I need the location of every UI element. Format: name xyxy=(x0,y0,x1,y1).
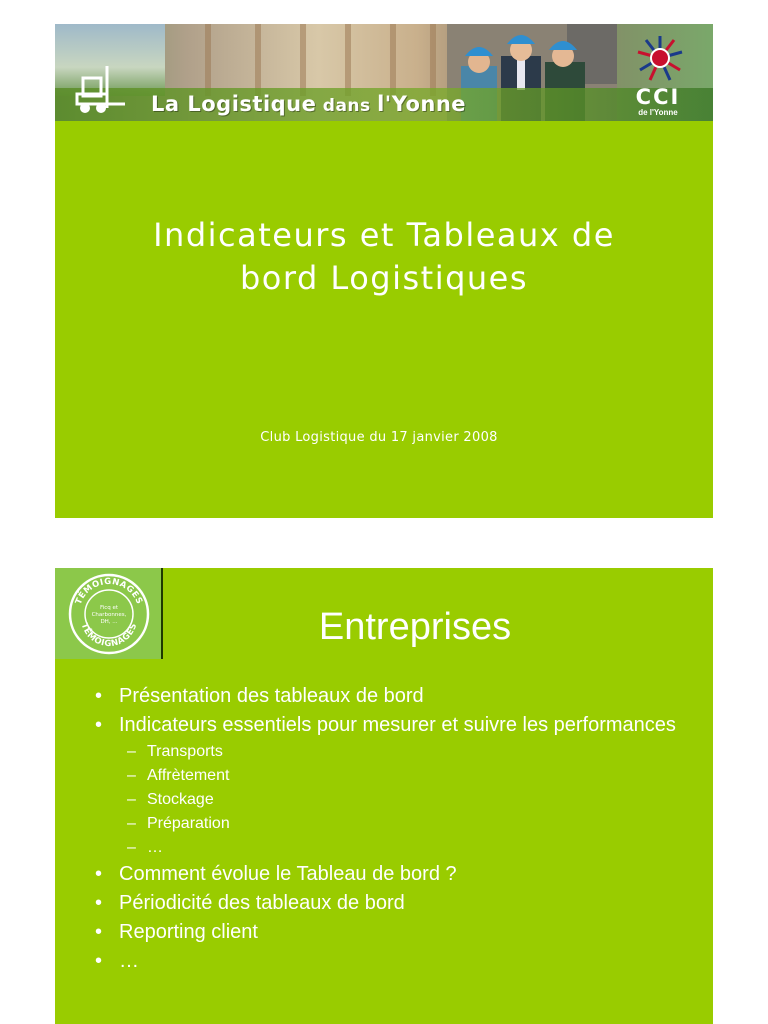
svg-text:TÉMOIGNAGES xyxy=(79,622,140,649)
list-item: • Reporting client xyxy=(91,920,691,944)
bullet-list xyxy=(91,684,691,978)
stamp-ring-bottom: TÉMOIGNAGES xyxy=(78,621,140,650)
sub-list-item: – … xyxy=(91,838,691,858)
banner-title-small: dans xyxy=(316,96,378,116)
stamp-center-line-2: Charbonnes, xyxy=(91,612,127,618)
header-banner xyxy=(55,24,713,121)
banner-title xyxy=(151,88,466,121)
stamp-center-line-3: DH, ... xyxy=(100,619,118,625)
banner-title-end: l'Yonne xyxy=(377,92,467,116)
stamp-ring-top: TÉMOIGNAGES xyxy=(73,576,145,607)
cci-logo xyxy=(628,34,688,120)
content-slide xyxy=(55,568,713,1024)
sub-list-item: – Affrètement xyxy=(91,766,691,786)
slide-subtitle: Club Logistique du 17 janvier 2008 xyxy=(260,430,498,445)
testimonials-stamp-icon xyxy=(67,572,151,656)
list-item: • … xyxy=(91,949,691,973)
slide-title: Entreprises xyxy=(318,606,512,648)
cci-emblem-icon xyxy=(636,34,684,84)
cci-logo-subtext: de l'Yonne xyxy=(638,108,678,117)
slide-title xyxy=(95,214,673,300)
list-item: • Présentation des tableaux de bord xyxy=(91,684,691,708)
sub-list-item: – Stockage xyxy=(91,790,691,810)
title-slide xyxy=(55,24,713,518)
list-item: • Indicateurs essentiels pour mesurer et suivre les performances xyxy=(91,713,691,737)
forklift-icon xyxy=(75,64,127,114)
svg-text:TÉMOIGNAGES xyxy=(74,577,144,606)
stamp-center-line-1: Ficq et xyxy=(99,605,119,611)
list-item: • Périodicité des tableaux de bord xyxy=(91,891,691,915)
slide-title-line-1: Indicateurs et Tableaux de xyxy=(153,216,615,254)
cci-logo-text: CCI xyxy=(635,85,681,109)
banner-title-main: La Logistique xyxy=(151,92,317,116)
sub-list-item: – Préparation xyxy=(91,814,691,834)
sub-list-item: – Transports xyxy=(91,742,691,762)
list-item: • Comment évolue le Tableau de bord ? xyxy=(91,862,691,886)
slide-title-line-2: bord Logistiques xyxy=(239,259,529,297)
testimonials-panel xyxy=(55,568,163,659)
